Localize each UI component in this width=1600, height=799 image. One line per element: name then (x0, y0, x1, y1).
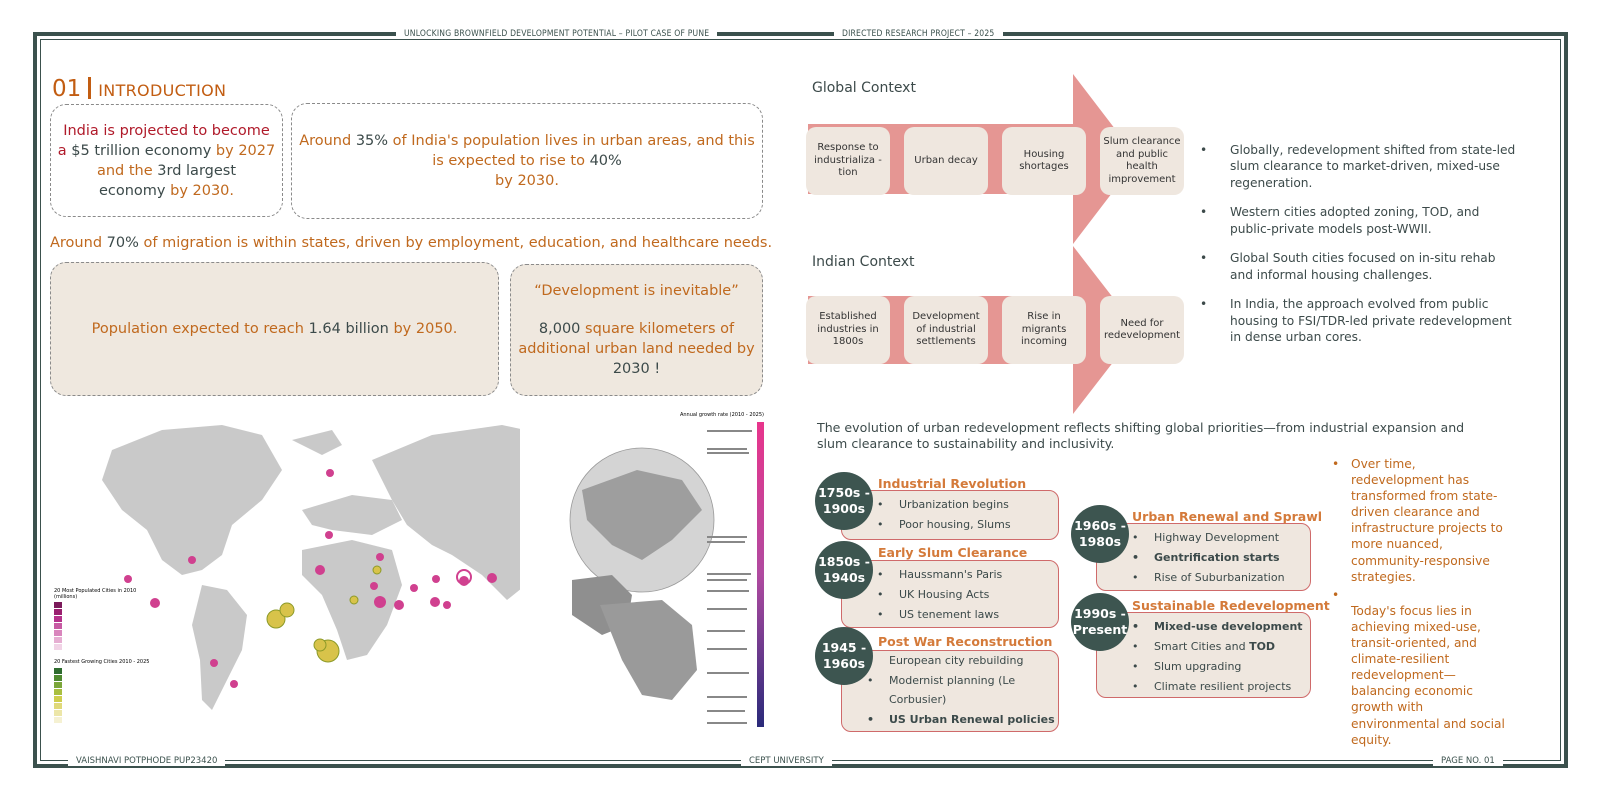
era-title-industrial: Industrial Revolution (878, 476, 1027, 491)
era-title-post-war: Post War Reconstruction (878, 634, 1053, 649)
global-step-3: Housing shortages (1002, 127, 1086, 195)
era-years-urban-renewal: 1960s - 1980s (1071, 505, 1129, 563)
global-step-4: Slum clearance and public health improvement (1100, 127, 1184, 195)
context-bullet-list (1200, 142, 1520, 359)
economy-line-1: India is projected to become (63, 122, 270, 139)
migration-statement: Around 70% of migration is within states, driven by employment, education, and healthcare needs. (50, 235, 773, 251)
card-population (50, 262, 499, 396)
era-item: • US tenement laws (877, 608, 1000, 621)
summary-bullet: • Today's focus lies in achieving mixed-use, transit-oriented, and climate-resilient redevelopment—balancing economic growth with environmental and social equity. (1332, 587, 1505, 747)
economy-line-2: a $5 trillion economy by 2027 (57, 142, 276, 159)
urban-line-2: is expected to rise to 40% (432, 153, 622, 169)
urban-line-1: Around 35% of India's population lives in urban areas, and this (299, 133, 755, 149)
card-urban-population (291, 103, 763, 219)
annual-growth-title: Annual growth rate (2010 - 2025) (679, 412, 764, 418)
era-title-sustainable: Sustainable Redevelopment (1132, 598, 1330, 613)
indian-step-1: Established industries in 1800s (806, 296, 890, 364)
growth-rate-bar (757, 422, 764, 727)
indian-step-2: Development of industrial settlements (904, 296, 988, 364)
era-item: • Smart Cities and TOD (1132, 640, 1276, 653)
population-line: Population expected to reach 1.64 billion by 2050. (91, 321, 458, 337)
evolution-statement: The evolution of urban redevelopment reflects shifting global priorities—from industrial expansion and slum clearance to sustainability and inclusivity. (817, 420, 1465, 452)
inevitable-quote: “Development is inevitable” (534, 283, 739, 299)
economy-line-4: economy by 2030. (98, 182, 235, 199)
header-research-title: DIRECTED RESEARCH PROJECT – 2025 (834, 29, 1003, 39)
legend-populated-subtitle: (millions) (54, 594, 78, 600)
indian-context-title: Indian Context (812, 254, 915, 270)
era-item: • Haussmann's Paris (877, 568, 1003, 581)
legend-populated-title: 20 Most Populated Cities in 2010 (54, 588, 137, 594)
era-years-post-war: 1945 - 1960s (815, 627, 873, 685)
footer-author: VAISHNAVI POTPHODE PUP23420 (68, 756, 225, 766)
footer-university: CEPT UNIVERSITY (741, 756, 832, 766)
world-cities-map (52, 410, 782, 735)
indian-step-4: Need for redevelopment (1100, 296, 1184, 364)
legend-growing-title: 20 Fastest Growing Cities 2010 - 2025 (54, 659, 150, 665)
section-title (52, 76, 226, 102)
era-item: • Highway Development (1132, 531, 1280, 544)
era-item: • Slum upgrading (1132, 660, 1242, 673)
global-step-2: Urban decay (904, 127, 988, 195)
card-development-inevitable (510, 264, 763, 396)
footer-page-number: PAGE NO. 01 (1433, 756, 1503, 766)
era-item: Corbusier) (889, 693, 947, 706)
inevitable-line-2: additional urban land needed by (518, 341, 755, 357)
inevitable-line-1: 8,000 square kilometers of (538, 321, 735, 337)
legend-growing-swatches (54, 668, 62, 723)
inevitable-line-3: 2030 ! (612, 361, 661, 377)
global-context-title: Global Context (812, 80, 916, 96)
era-item: • UK Housing Acts (877, 588, 990, 601)
era-years-slum-clearance: 1850s - 1940s (815, 541, 873, 599)
urban-line-3: by 2030. (495, 173, 559, 189)
era-years-industrial: 1750s - 1900s (815, 472, 873, 530)
era-item: • Climate resilient projects (1132, 680, 1292, 693)
summary-bullet-list (1330, 456, 1512, 748)
context-bullet: • Western cities adopted zoning, TOD, and public-private models post-WWII. (1200, 205, 1480, 236)
era-years-sustainable: 1990s - Present (1071, 593, 1129, 651)
header-project-title: UNLOCKING BROWNFIELD DEVELOPMENT POTENTIAL – PILOT CASE OF PUNE (396, 29, 717, 39)
era-box-post-war (841, 650, 1059, 732)
summary-bullet: • Over time, redevelopment has transformed from state-driven clearance and infrastructure projects to more nuanced, community-responsive strategies. (1332, 457, 1503, 584)
era-item: • Urbanization begins (877, 498, 1009, 511)
card-economy (50, 104, 283, 217)
era-item: • Gentrification starts (1132, 551, 1280, 564)
era-item: • US Urban Renewal policies (867, 713, 1055, 726)
context-bullet: • In India, the approach evolved from public housing to FSI/TDR-led private redevelopment in dense urban cores. (1200, 297, 1512, 345)
context-bullet: • Global South cities focused on in-situ rehab and informal housing challenges. (1200, 251, 1496, 282)
era-item: European city rebuilding (889, 654, 1024, 667)
global-step-1: Response to industrializa -tion (806, 127, 890, 195)
era-title-urban-renewal: Urban Renewal and Sprawl (1132, 509, 1323, 524)
indian-step-3: Rise in migrants incoming (1002, 296, 1086, 364)
era-box-slum-clearance (841, 560, 1059, 628)
economy-line-3: and the 3rd largest (96, 162, 237, 179)
map-illustration (52, 410, 782, 735)
section-number: 01 (52, 76, 82, 102)
context-bullet: • Globally, redevelopment shifted from state-led slum clearance to market-driven, mixed-use regeneration. (1200, 143, 1516, 190)
legend-populated-swatches (54, 602, 62, 650)
era-item: • Poor housing, Slums (877, 518, 1011, 531)
section-name: INTRODUCTION (98, 81, 227, 100)
title-divider (88, 77, 91, 99)
era-box-industrial (841, 490, 1059, 540)
era-title-slum-clearance: Early Slum Clearance (878, 545, 1028, 560)
era-item: • Rise of Suburbanization (1132, 571, 1285, 584)
era-item: • Mixed-use development (1132, 620, 1303, 633)
era-item: • Modernist planning (Le (867, 674, 1016, 687)
